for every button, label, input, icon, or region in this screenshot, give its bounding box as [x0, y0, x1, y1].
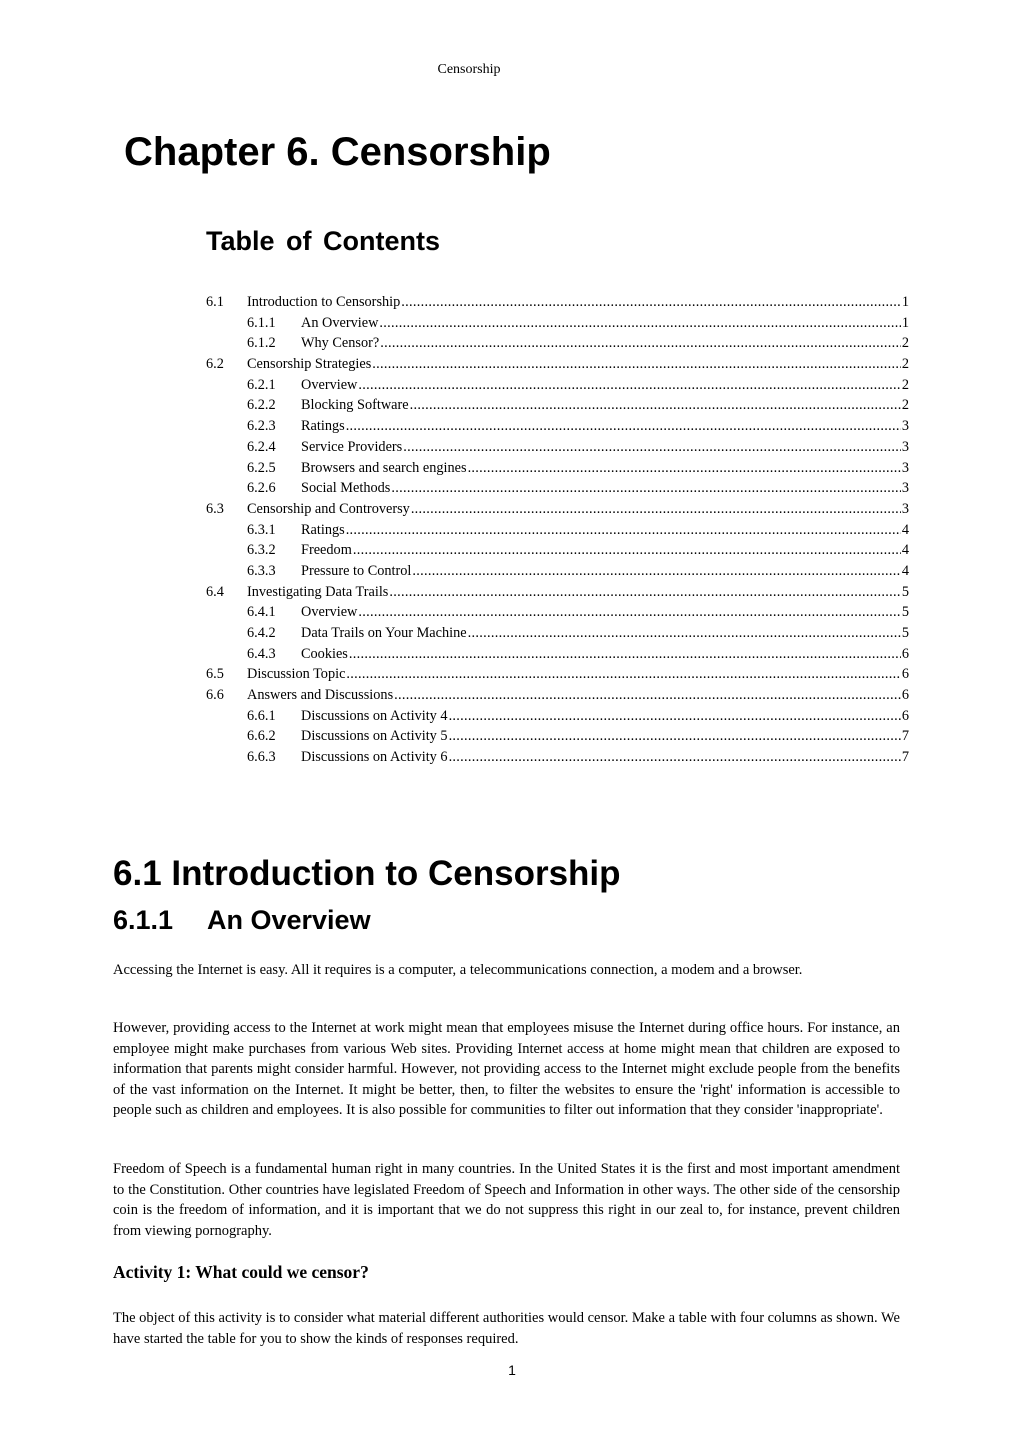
toc-entry[interactable] — [206, 437, 909, 458]
toc-entry[interactable] — [206, 602, 909, 623]
toc-entry-number: 6.6.3 — [247, 749, 276, 766]
toc-dot-leader — [411, 499, 901, 520]
toc-dot-leader — [358, 602, 900, 623]
toc-dot-leader — [346, 416, 901, 437]
toc-dot-leader — [358, 375, 900, 396]
toc-entry-label: Service Providers — [301, 438, 403, 455]
toc-entry-page: 5 — [901, 625, 909, 641]
toc-dot-leader — [394, 685, 901, 706]
toc-dot-leader — [410, 395, 901, 416]
paragraph: However, providing access to the Internet at work might mean that employees misuse the Internet during office hours. For instance, an employee might make purchases from various Web sites. Providing Internet access at home might mean that children are exposed to information that parents might consider harmful. However, not providing access to the Internet might exclude people from the benefits of the vast information on the Internet. It might be better, then, to filter the websites to ensure the 'right' information is accessible to people such as children and employees. It is also possible for communities to filter out information that they consider 'inappropriate'. — [113, 1020, 900, 1119]
toc-dot-leader — [346, 520, 901, 541]
toc-dot-leader — [412, 561, 900, 582]
toc-entry-page: 3 — [901, 438, 909, 455]
toc-entry-label: Ratings — [301, 521, 345, 538]
toc-entry[interactable] — [206, 354, 909, 375]
toc-entry-page: 4 — [901, 542, 909, 559]
table-of-contents — [206, 292, 909, 768]
toc-entry[interactable] — [206, 685, 909, 706]
toc-entry-label: Browsers and search engines — [301, 459, 467, 476]
toc-entry-page: 2 — [901, 335, 909, 352]
toc-entry-number: 6.2.6 — [247, 480, 276, 497]
subsection-label: An Overview — [207, 905, 371, 935]
toc-entry-number: 6.4.3 — [247, 645, 276, 662]
toc-entry-label: Freedom — [301, 542, 352, 559]
toc-entry-number: 6.2.1 — [247, 376, 276, 393]
toc-entry-label: Answers and Discussions — [247, 687, 394, 704]
toc-entry-label: Overview — [301, 376, 358, 393]
toc-dot-leader — [389, 582, 900, 603]
toc-entry-page: 4 — [901, 521, 909, 538]
toc-entry-page: 2 — [901, 376, 909, 393]
toc-entry-page: 3 — [901, 418, 909, 435]
toc-dot-leader — [346, 664, 900, 685]
toc-dot-leader — [403, 437, 901, 458]
toc-entry-number: 6.4.1 — [247, 604, 276, 621]
toc-entry-number: 6.5 — [206, 666, 224, 683]
toc-entry-page: 6 — [901, 687, 909, 704]
toc-entry-label: Cookies — [301, 645, 348, 662]
toc-dot-leader — [353, 540, 901, 561]
toc-entry[interactable] — [206, 499, 909, 520]
toc-dot-leader — [449, 706, 901, 727]
toc-entry-number: 6.2.5 — [247, 459, 276, 476]
toc-entry-label: Censorship and Controversy — [247, 500, 410, 517]
toc-entry-number: 6.2.2 — [247, 397, 276, 414]
toc-entry[interactable] — [206, 478, 909, 499]
toc-entry-number: 6.2 — [206, 356, 224, 373]
toc-dot-leader — [468, 623, 901, 644]
toc-entry[interactable] — [206, 644, 909, 665]
toc-entry[interactable] — [206, 726, 909, 747]
toc-entry-number: 6.2.3 — [247, 418, 276, 435]
toc-dot-leader — [349, 644, 901, 665]
toc-entry[interactable] — [206, 458, 909, 479]
toc-entry-label: Data Trails on Your Machine — [301, 625, 467, 641]
toc-entry-number: 6.6 — [206, 687, 224, 704]
toc-entry-number: 6.4 — [206, 583, 224, 600]
toc-entry[interactable] — [206, 747, 909, 768]
toc-entry-number: 6.1.2 — [247, 335, 276, 352]
toc-entry-page: 7 — [901, 728, 909, 745]
chapter-title: Chapter 6. Censorship — [124, 130, 551, 174]
toc-entry-label: Discussions on Activity 6 — [301, 749, 448, 766]
toc-dot-leader — [449, 747, 901, 768]
toc-dot-leader — [449, 726, 901, 747]
subsection-title — [113, 905, 371, 936]
toc-entry-page: 5 — [901, 604, 909, 621]
toc-dot-leader — [468, 458, 901, 479]
toc-dot-leader — [372, 354, 901, 375]
toc-dot-leader — [391, 478, 900, 499]
toc-entry[interactable] — [206, 623, 909, 644]
subsection-number: 6.1.1 — [113, 905, 174, 935]
toc-entry[interactable] — [206, 375, 909, 396]
toc-entry-number: 6.6.1 — [247, 707, 276, 724]
toc-entry-number: 6.1.1 — [247, 314, 276, 331]
toc-entry-number: 6.4.2 — [247, 625, 276, 641]
toc-heading: Table of Contents — [206, 226, 440, 256]
toc-entry-label: Investigating Data Trails — [247, 583, 389, 600]
toc-entry-page: 6 — [901, 666, 909, 683]
toc-entry-label: Discussions on Activity 5 — [301, 728, 448, 745]
toc-entry-label: Overview — [301, 604, 358, 621]
running-header: Censorship — [437, 62, 501, 77]
toc-dot-leader — [379, 313, 900, 334]
toc-entry[interactable] — [206, 561, 909, 582]
toc-entry-page: 1 — [901, 294, 909, 310]
paragraph: Accessing the Internet is easy. All it requires is a computer, a telecommunications connection, a modem and a browser. — [113, 962, 803, 978]
toc-entry[interactable] — [206, 582, 909, 603]
toc-entry-page: 4 — [901, 562, 909, 579]
toc-entry-number: 6.3.3 — [247, 562, 276, 579]
toc-entry-page: 2 — [901, 356, 909, 373]
toc-entry[interactable] — [206, 395, 909, 416]
toc-entry[interactable] — [206, 333, 909, 354]
toc-entry-label: Introduction to Censorship — [247, 294, 401, 310]
activity-description: The object of this activity is to consider what material different authorities would censor. Make a table with four columns as shown. We have started the table for you to show the kinds of responses required. — [113, 1310, 900, 1347]
section-title: 6.1 Introduction to Censorship — [113, 854, 621, 893]
toc-entry-label: Why Censor? — [301, 335, 380, 352]
toc-entry[interactable] — [206, 416, 909, 437]
page-number: 1 — [508, 1362, 516, 1378]
toc-entry-label: An Overview — [301, 314, 379, 331]
toc-entry[interactable] — [206, 664, 909, 685]
toc-entry[interactable] — [206, 520, 909, 541]
toc-entry-label: Ratings — [301, 418, 345, 435]
toc-dot-leader — [401, 292, 901, 313]
toc-entry-number: 6.6.2 — [247, 728, 276, 745]
toc-entry-number: 6.2.4 — [247, 438, 276, 455]
toc-entry-label: Discussion Topic — [247, 666, 346, 683]
toc-entry-number: 6.3.2 — [247, 542, 276, 559]
toc-entry-page: 3 — [901, 480, 909, 497]
toc-entry-label: Pressure to Control — [301, 562, 412, 579]
toc-dot-leader — [380, 333, 901, 354]
toc-entry[interactable] — [206, 706, 909, 727]
toc-entry-page: 7 — [901, 749, 909, 766]
toc-entry[interactable] — [206, 540, 909, 561]
toc-entry[interactable] — [206, 313, 909, 334]
paragraph: Freedom of Speech is a fundamental human right in many countries. In the United States it is the first and most important amendment to the Constitution. Other countries have legislated Freedom of Speech and Information in other ways. The other side of the censorship coin is the freedom of information, and it is important that we do not suppress this right in our zeal to, for instance, prevent children from viewing pornography. — [113, 1161, 900, 1239]
toc-entry-page: 6 — [901, 645, 909, 662]
toc-entry[interactable] — [206, 292, 909, 313]
toc-entry-page: 3 — [901, 500, 909, 517]
activity-title: Activity 1: What could we censor? — [113, 1262, 369, 1282]
toc-entry-number: 6.3 — [206, 500, 224, 517]
toc-entry-page: 2 — [901, 397, 909, 414]
toc-entry-number: 6.1 — [206, 294, 224, 310]
toc-entry-page: 5 — [901, 583, 909, 600]
toc-entry-label: Discussions on Activity 4 — [301, 707, 448, 724]
toc-entry-label: Social Methods — [301, 480, 391, 497]
toc-entry-page: 1 — [901, 314, 909, 331]
toc-entry-label: Blocking Software — [301, 397, 409, 414]
toc-entry-page: 6 — [901, 707, 909, 724]
toc-entry-number: 6.3.1 — [247, 521, 276, 538]
toc-entry-label: Censorship Strategies — [247, 356, 372, 373]
toc-entry-page: 3 — [901, 459, 909, 476]
